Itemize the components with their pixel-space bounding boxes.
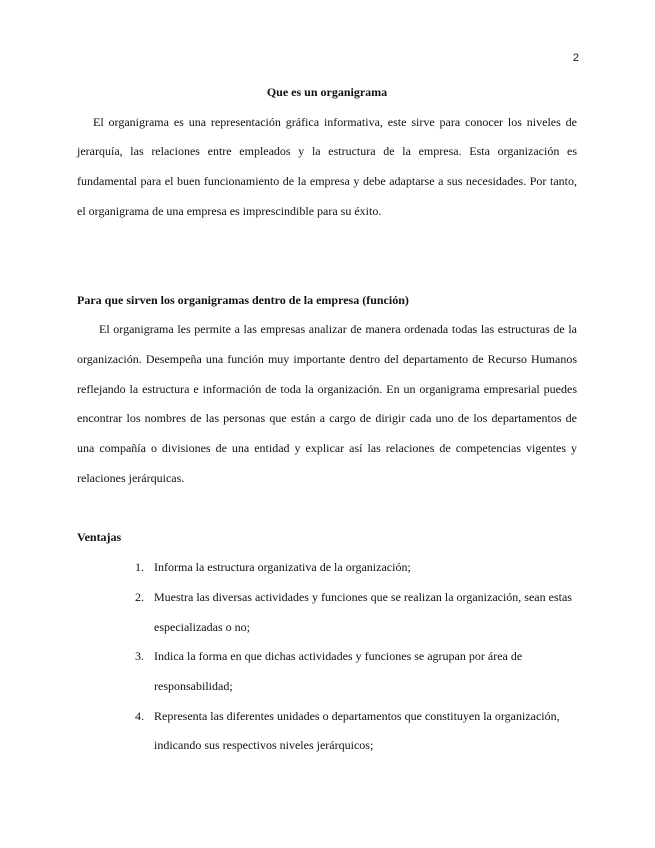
list-item [77, 553, 577, 583]
list-item-number: 3. [135, 649, 144, 664]
section-heading-function: Para que sirven los organigramas dentro de la empresa (función) [77, 292, 409, 307]
list-item-text: Representa las diferentes unidades o departamentos que constituyen la organización, indicando sus respectivos niveles jerárquicos; [154, 708, 560, 753]
spacer [77, 227, 577, 286]
intro-paragraph: El organigrama es una representación gráfica informativa, este sirve para conocer los niveles de jerarquía, las relaciones entre empleados y la estructura de la empresa. Esta organización es fundamental para el buen funcionamiento de la empresa y debe adaptarse a sus necesidades. Por tanto, el organigrama de una empresa es imprescindible para su éxito. [77, 114, 577, 218]
document-title: Que es un organigrama [266, 85, 388, 99]
list-item [77, 583, 577, 642]
list-item-number: 1. [135, 560, 144, 575]
list-item [77, 642, 577, 701]
document-body [77, 78, 577, 761]
list-item-text: Indica la forma en que dichas actividades y funciones se agrupan por área de responsabilidad; [154, 649, 523, 693]
advantages-list [77, 553, 577, 761]
spacer [77, 493, 577, 523]
list-item-number: 2. [135, 589, 144, 604]
list-item-number: 4. [135, 708, 144, 723]
list-item-text: Informa la estructura organizativa de la organización; [154, 560, 411, 575]
page-number: 2 [572, 52, 579, 64]
function-paragraph: El organigrama les permite a las empresas analizar de manera ordenada todas las estructuras de la organización. Desempeña una función muy importante dentro del departamento de Recurso Humanos reflejando la estructura e información de toda la organización. En un organigrama empresarial puedes encontrar los nombres de las personas que están a cargo de dirigir cada uno de los departamentos de una compañía o divisiones de una entidad y explicar así las relaciones de competencias vigentes y relaciones jerárquicas. [77, 322, 577, 485]
list-item-text: Muestra las diversas actividades y funciones que se realizan la organización, sean estas especializadas o no; [154, 589, 572, 634]
section-heading-advantages: Ventajas [77, 530, 122, 545]
list-item [77, 702, 577, 761]
